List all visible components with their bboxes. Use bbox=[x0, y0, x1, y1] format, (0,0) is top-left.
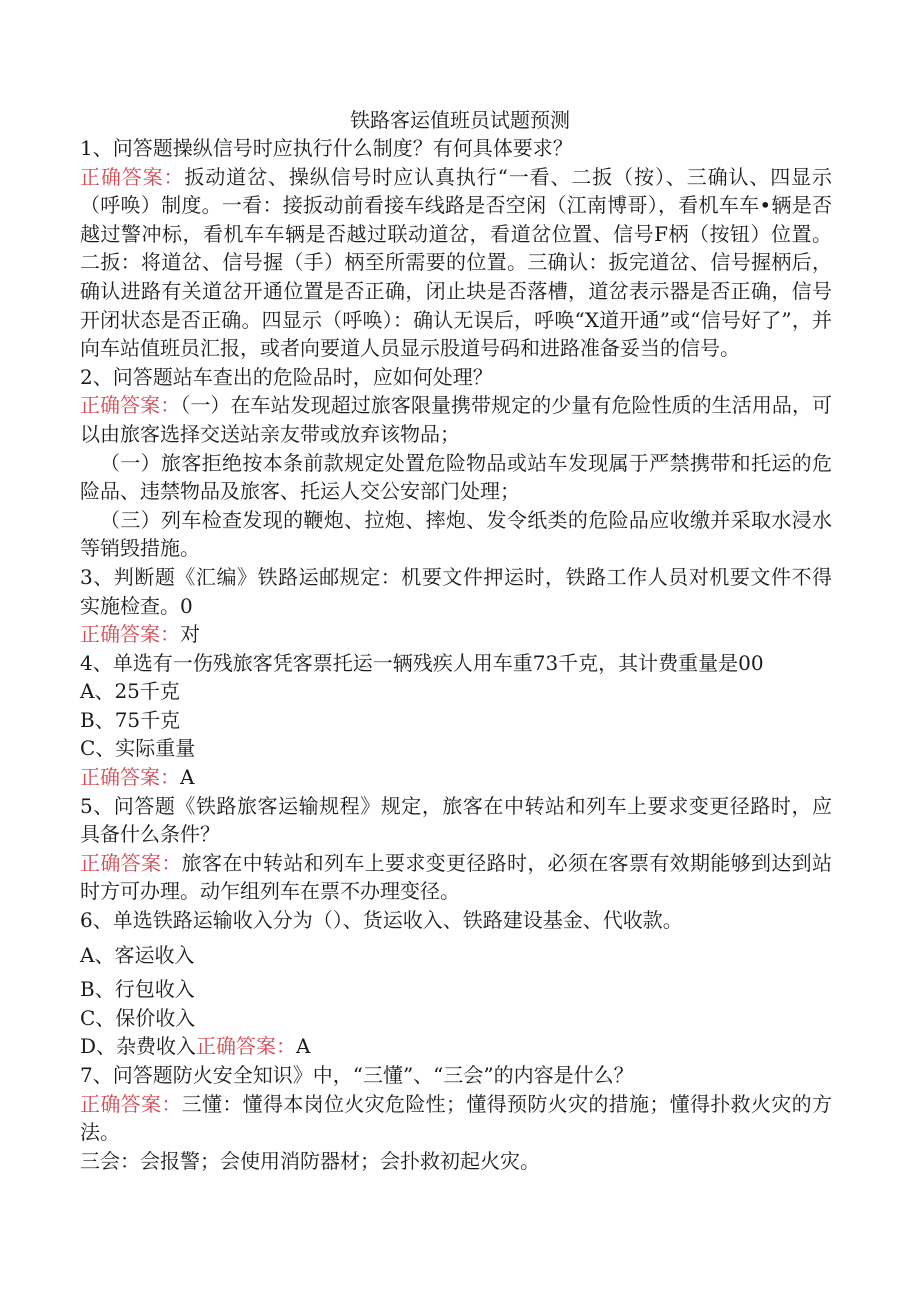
document-title: 铁路客运值班员试题预测 bbox=[350, 108, 570, 132]
q4-question: 4、单选有一伤残旅客凭客票托运一辆残疾人用车重73千克，其计费重量是00 bbox=[80, 650, 764, 675]
q6-option-d-with-answer bbox=[80, 1032, 832, 1061]
q7-answer-line2: 三会：会报警；会使用消防器材；会扑救初起火灾。 bbox=[80, 1148, 540, 1173]
q6-answer-text: A bbox=[296, 1034, 311, 1059]
q2-answer-line3: （三）列车检查发现的鞭炮、拉炮、摔炮、发令纸类的危险品应收缴并采取水浸水等销毁措施。 bbox=[80, 507, 832, 561]
q3-answer-text: 对 bbox=[180, 622, 200, 647]
answer-label: 正确答案： bbox=[80, 1091, 182, 1116]
q4-answer-text: A bbox=[180, 765, 195, 790]
q5-answer bbox=[80, 849, 832, 906]
answer-label: 正确答案： bbox=[80, 850, 182, 875]
q3-answer bbox=[80, 620, 832, 649]
answer-label: 正确答案： bbox=[80, 622, 180, 647]
q2-question: 2、问答题站车查出的危险品时，应如何处理？ bbox=[80, 364, 493, 389]
q6-option-b: B、行包收入 bbox=[80, 977, 195, 1002]
q1-answer bbox=[80, 163, 832, 363]
q7-answer bbox=[80, 1090, 832, 1147]
q6-option-a: A、客运收入 bbox=[80, 942, 195, 967]
q5-answer-text: 旅客在中转站和列车上要求变更径路时，必须在客票有效期能够到达到站时方可办理。动乍组列车在票不办理变径。 bbox=[80, 850, 833, 904]
q2-answer-line2: （一）旅客拒绝按本条前款规定处置危险物品或站车发现属于严禁携带和托运的危险品、违禁物品及旅客、托运人交公安部门处理； bbox=[80, 450, 832, 504]
q2-answer-text: （一）在车站发现超过旅客限量携带规定的少量有危险性质的生活用品，可以由旅客选择交送站亲友带或放弃该物品； bbox=[80, 393, 833, 446]
answer-label: 正确答案： bbox=[80, 393, 181, 418]
q3-question: 3、判断题《汇编》铁路运邮规定：机要文件押运时，铁路工作人员对机要文件不得实施检查。0 bbox=[80, 564, 832, 618]
q1-question: 1、问答题操纵信号时应执行什么制度？有何具体要求？ bbox=[80, 136, 573, 160]
q1-answer-text: 扳动道岔、操纵信号时应认真执行“一看、二扳（按）、三确认、四显示（呼唤）制度。一看：接扳动前看接车线路是否空闲（江南博哥），看机车车•辆是否越过警冲标，看机车车辆是否越过联动道岔，看道岔位置、信号F柄（按钮）位置。二扳：将道岔、信号握（手）柄至所需要的位置。三确认：扳完道岔、信号握柄后，确认进路有关道岔开通位置是否正确，闭止块是否落槽，道岔表示器是否正确，信号开闭状态是否正确。四显示（呼唤）：确认无误后，呼唤“X道开通”或“信号好了”，并向车站值班员汇报，或者向要道人员显示股道号码和进路准备妥当的信号。 bbox=[80, 164, 832, 361]
q4-option-a: A、25千克 bbox=[80, 679, 180, 704]
answer-label: 正确答案： bbox=[80, 164, 185, 189]
q4-option-c: C、实际重量 bbox=[80, 736, 196, 761]
q4-answer bbox=[80, 763, 832, 792]
q6-question: 6、单选铁路运输收入分为（）、货运收入、铁路建设基金、代收款。 bbox=[80, 908, 683, 933]
q6-option-c: C、保价收入 bbox=[80, 1005, 196, 1030]
q7-question: 7、问答题防火安全知识》中，“三懂”、“三会”的内容是什么？ bbox=[80, 1063, 634, 1087]
q6-option-d: D、杂费收入 bbox=[80, 1034, 197, 1059]
answer-label: 正确答案： bbox=[196, 1034, 297, 1059]
answer-label: 正确答案： bbox=[80, 765, 180, 790]
document-body bbox=[80, 134, 832, 1175]
q2-answer bbox=[80, 391, 832, 448]
q7-answer-text: 三懂：懂得本岗位火灾危险性；懂得预防火灾的措施；懂得扑救火灾的方法。 bbox=[80, 1091, 833, 1145]
q4-option-b: B、75千克 bbox=[80, 707, 181, 732]
q5-question: 5、问答题《铁路旅客运输规程》规定，旅客在中转站和列车上要求变更径路时，应具备什么条件？ bbox=[80, 793, 832, 847]
